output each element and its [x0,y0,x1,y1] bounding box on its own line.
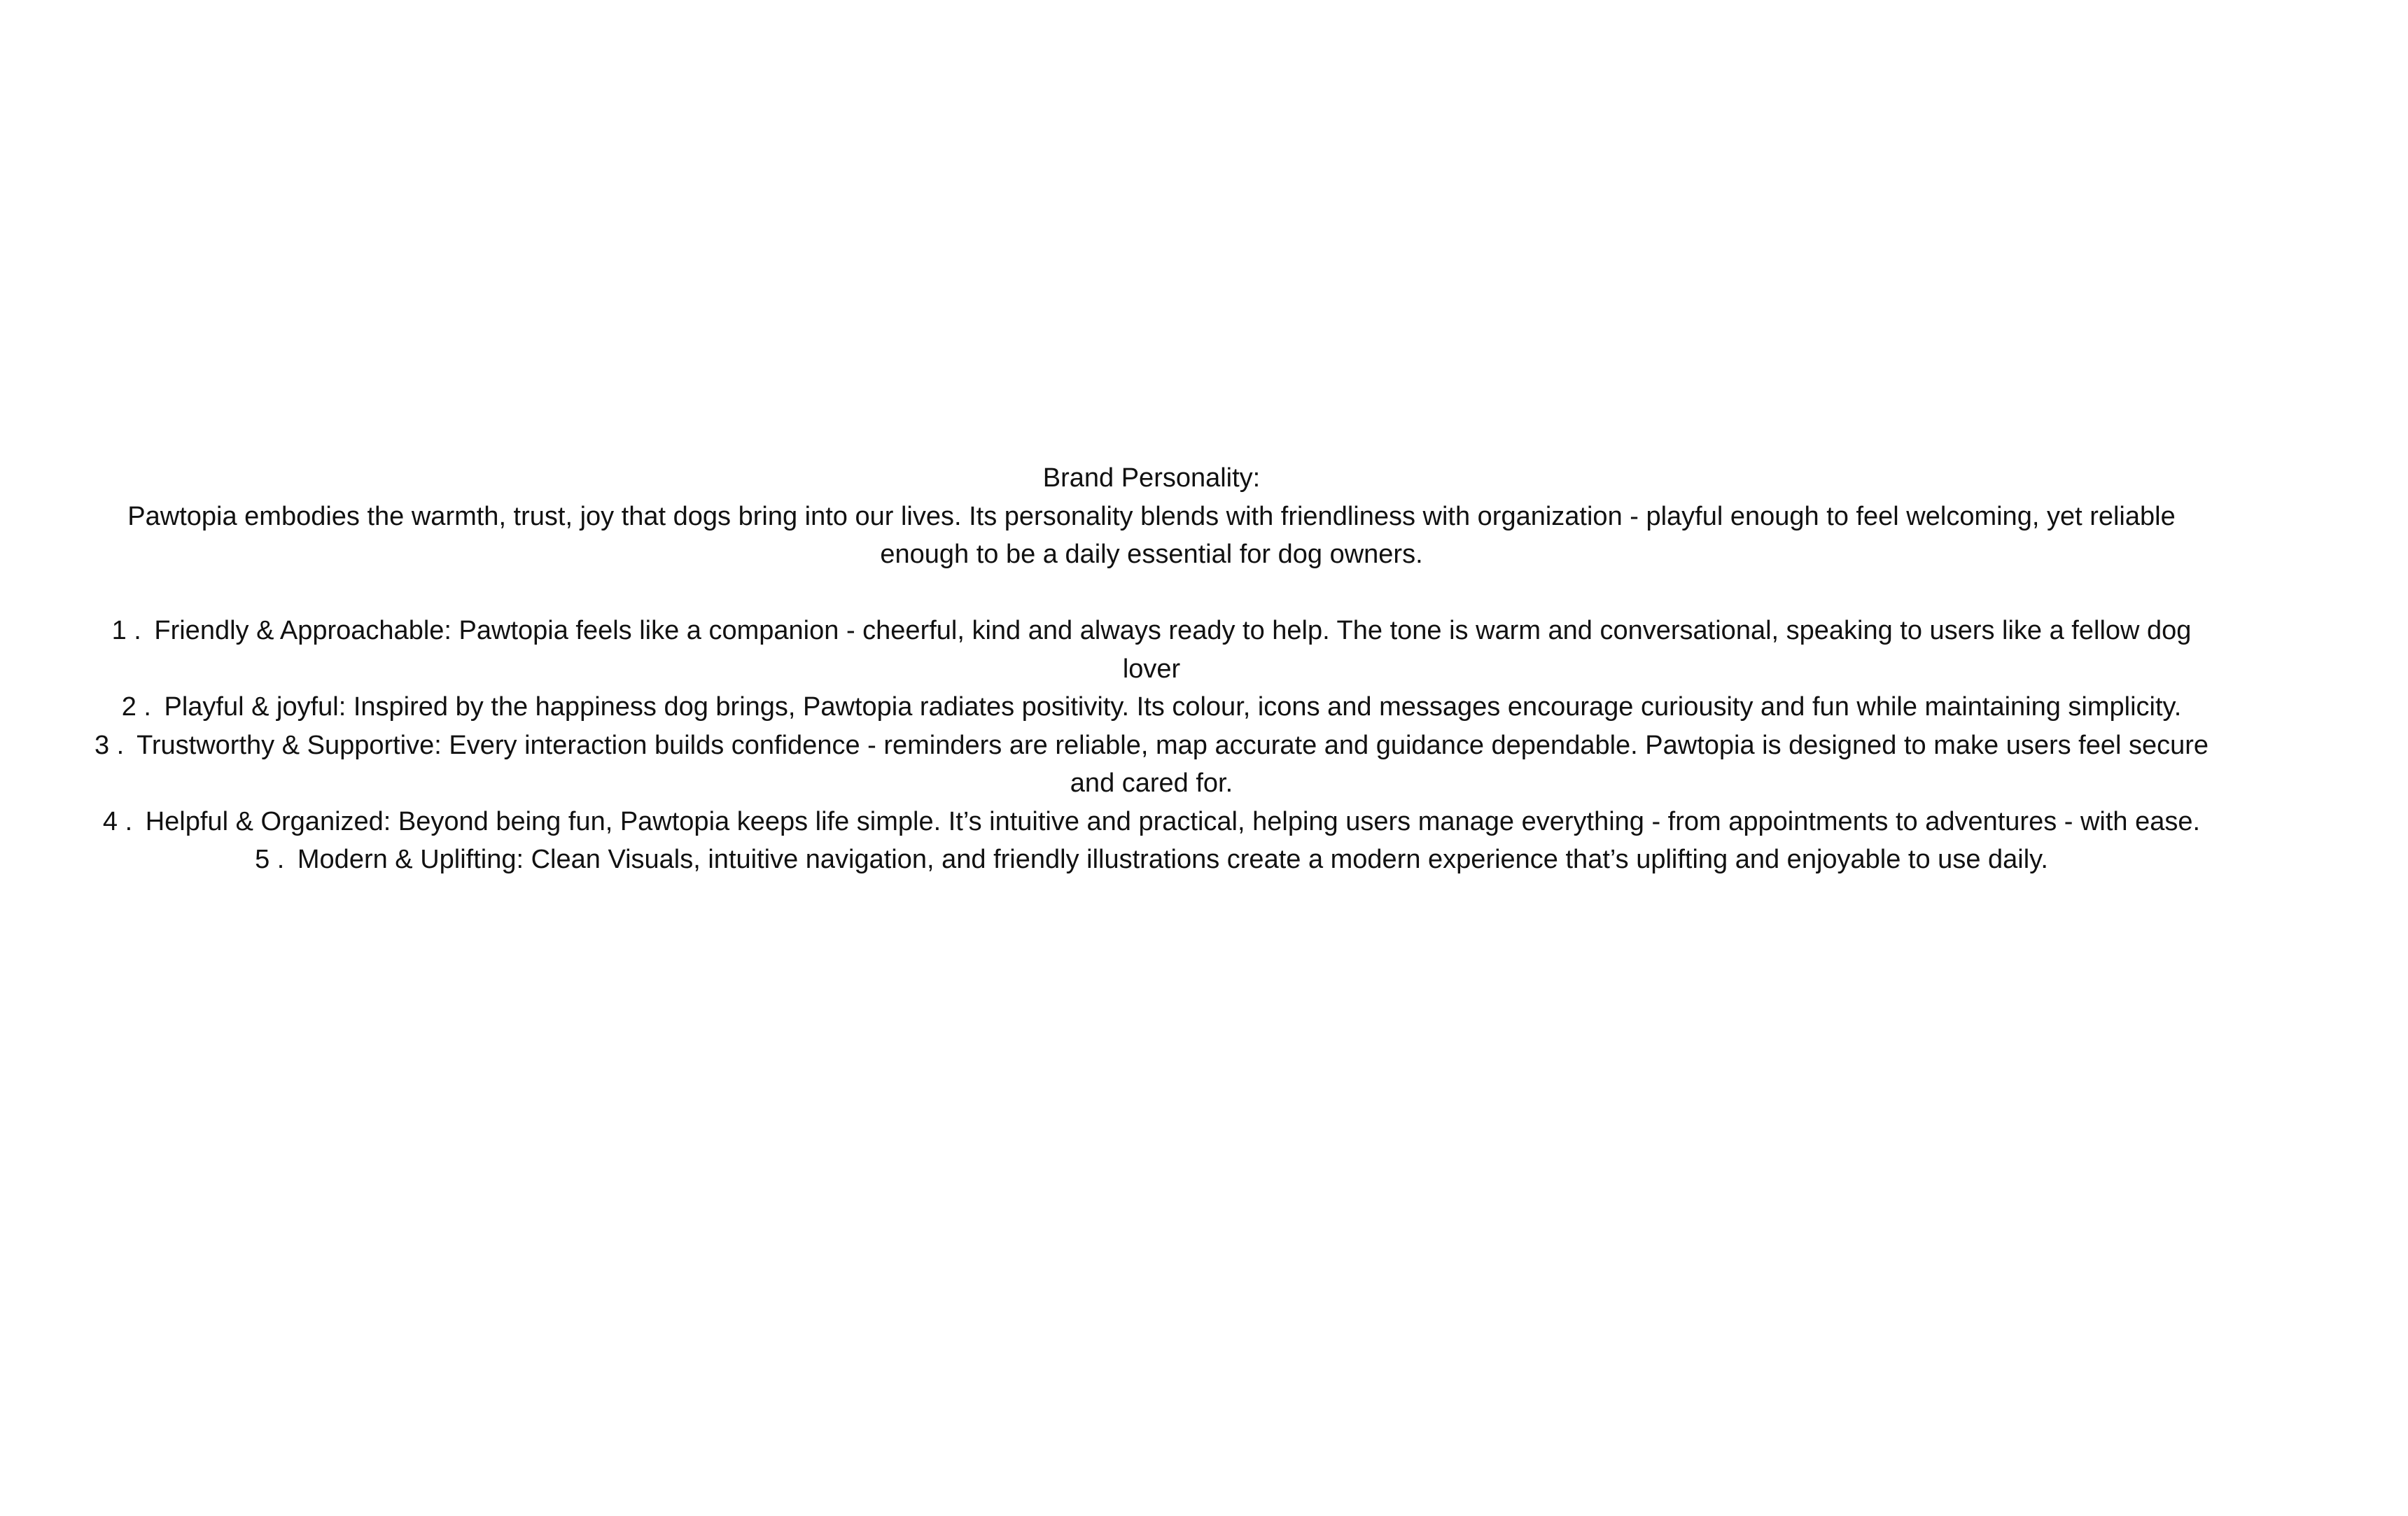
trait-item-friendly [84,612,2219,688]
brand-personality-section [84,459,2219,879]
trait-item-helpful [84,803,2219,841]
trait-text: Trustworthy & Supportive: Every interaction builds confidence - reminders are reliable, map accurate and guidance dependable. Pawtopia is designed to make users feel secure and cared for. [136,730,2209,798]
trait-number: 3 . [94,730,125,760]
trait-text: Friendly & Approachable: Pawtopia feels like a companion - cheerful, kind and always ready to help. The tone is warm and conversational, speaking to users like a fellow dog lover [154,616,2192,684]
trait-text: Modern & Uplifting: Clean Visuals, intuitive navigation, and friendly illustrations create a modern experience that’s uplifting and enjoyable to use daily. [297,845,2048,874]
trait-text: Helpful & Organized: Beyond being fun, Pawtopia keeps life simple. It’s intuitive and practical, helping users manage everything - from appointments to adventures - with ease. [145,806,2201,836]
trait-item-playful [84,688,2219,727]
trait-number: 5 . [255,845,285,874]
trait-number: 2 . [121,692,151,722]
trait-item-modern [84,841,2219,879]
trait-number: 4 . [102,806,133,836]
paragraph-spacer [84,574,2219,612]
trait-text: Playful & joyful: Inspired by the happiness dog brings, Pawtopia radiates positivity. Its colour, icons and messages encourage curiousity and fun while maintaining simplicity. [164,692,2182,722]
trait-item-trustworthy [84,727,2219,803]
trait-number: 1 . [111,616,141,645]
section-heading: Brand Personality: [1042,463,1261,493]
intro-paragraph: Pawtopia embodies the warmth, trust, joy that dogs bring into our lives. Its personality blends with friendliness with organization - playful enough to feel welcoming, yet reliable enough to be a daily essential for dog owners. [127,501,2176,569]
